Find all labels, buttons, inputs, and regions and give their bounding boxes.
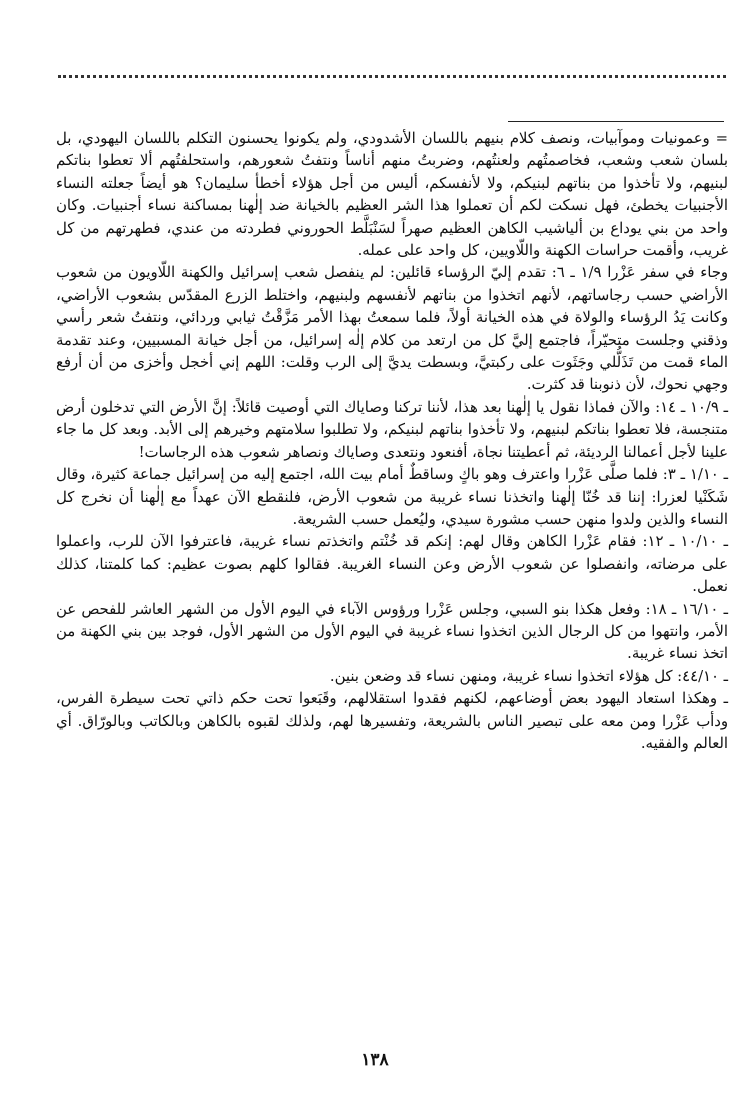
page-body [56,128,728,755]
paragraph-2: وجاء في سفر عَزْرا ١/٩ ـ ٦: تقدم إليّ الرؤساء قائلين: لم ينفصل شعب إسرائيل والكهنة اللّاويون من شعوب الأراضي حسب رجاساتهم، لأنهم اتخذوا من بناتهم لأنفسهم ولبنيهم، واختلط الزرع المقدّس بشعوب الأراضي، وكانت يَدُ الرؤساء والولاة في هذه الخيانة أولاً، فلما سمعتُ بهذا الأمر مَزَّقْتُ ثيابي وردائي، ونتفتُ شعر رأسي وذقني وجلست متحيّراً، فاجتمع إليَّ كل من ارتعد من كلام إلٰه إسرائيل، من أجل خيانة المسبيين، وعند تقدمة الماء قمت من تَذَلُّلي وجَثَوت على ركبتيَّ، وبسطت يديَّ إلى الرب وقلت: اللهم إني أخجل وأخزى من أن أرفع وجهي نحوك، لأن ذنوبنا قد كثرت. [56,264,728,394]
header-dotted-rule [58,75,726,78]
footnote-separator [508,121,724,122]
paragraph-1: = وعمونيات وموآبيات، ونصف كلام بنيهم باللسان الأشدودي، ولم يكونوا يحسنون التكلم باللسان اليهودي، بل بلسان شعب وشعب، فخاصمتُهم ولعنتُهم، وضربتُ منهم أناساً ونتفتُ شعورهم، واستحلفتُهم ألا تعطوا بناتكم لبنيهم، ولا تأخذوا من بناتهم لبنيكم، ولا لأنفسكم، أليس من أجل هؤلاء أخطأ سليمان؟ هو أيضاً جعلته النساء الأجنبيات يخطئ، فهل نسكت لكم أن تعملوا هذا الشر العظيم بالخيانة ضد إلٰهنا بمساكنة نساء أجنبيات. وكان واحد من بني يوداع بن ألياشيب الكاهن العظيم صهراً لسَنْبَلَّط الحوروني فطردته من عندي، فطهرتهم من كل غريب، وأقمت حراسات الكهنة واللّاويين، كل واحد على عمله. [56,130,728,260]
paragraph-6: ـ ١٦/١٠ ـ ١٨: وفعل هكذا بنو السبي، وجلس عَزْرا ورؤوس الآباء في اليوم الأول من الشهر العاشر للفحص عن الأمر، وانتهوا من كل الرجال الذين اتخذوا نساء غريبة في اليوم الأول من الشهر الأول، فوجد بين بني الكهنة من اتخذ نساء غريبة. [56,600,728,663]
page-number: ١٣٨ [361,1050,389,1070]
paragraph-3: ـ ١٠/٩ ـ ١٤: والآن فماذا نقول يا إلٰهنا بعد هذا، لأننا تركنا وصاياك التي أوصيت قائلاً: إنَّ الأرض التي تدخلون أرض متنجسة، فلا تعطوا بناتكم لبنيهم، ولا تأخذوا بناتهم لبنيكم، ولا تطلبوا سلامتهم وخيرهم إلى الأبد. وبعد كل ما جاء علينا لأجل أعمالنا الرديئة، ثم أعطيتنا نجاة، أفنعود ونتعدى وصاياك ونصاهر شعوب هذه الرجاسات! [56,398,728,461]
paragraph-8: ـ وهكذا استعاد اليهود بعض أوضاعهم، لكنهم فقدوا استقلالهم، وقَبَعوا تحت حكم ذاتي تحت سيطرة الفرس، ودأب عَزْرا ومن معه على تبصير الناس بالشريعة، وتفسيرها لهم، ولذلك لقبوه بالكاهن وبالكاتب وبالورّاق. أي العالم والفقيه. [56,690,728,752]
paragraph-7: ـ ٤٤/١٠: كل هؤلاء اتخذوا نساء غريبة، ومنهن نساء قد وضعن بنين. [329,667,728,685]
paragraph-5: ـ ١٠/١٠ ـ ١٢: فقام عَزْرا الكاهن وقال لهم: إنكم قد خُنْتم واتخذتم نساء غريبة، فاعترفوا الآن للرب، واعملوا على مرضاته، وانفصلوا عن شعوب الأرض وعن النساء الغريبة. فقالوا كلهم بصوت عظيم: كما كلمتنا، كذلك نعمل. [56,533,729,596]
paragraph-4: ـ ١/١٠ ـ ٣: فلما صلَّى عَزْرا واعترف وهو باكٍ وساقطٌ أمام بيت الله، اجتمع إليه من إسرائيل جماعة كثيرة، وقال شَكَنْيا لعزرا: إننا قد خُنّا إلٰهنا واتخذنا نساء غريبة من شعوب الأرض، فلنقطع الآن عهداً مع إلٰهنا أن نخرج كل النساء والذين ولدوا منهن حسب مشورة سيدي، وليُعمل حسب الشريعة. [56,466,729,528]
